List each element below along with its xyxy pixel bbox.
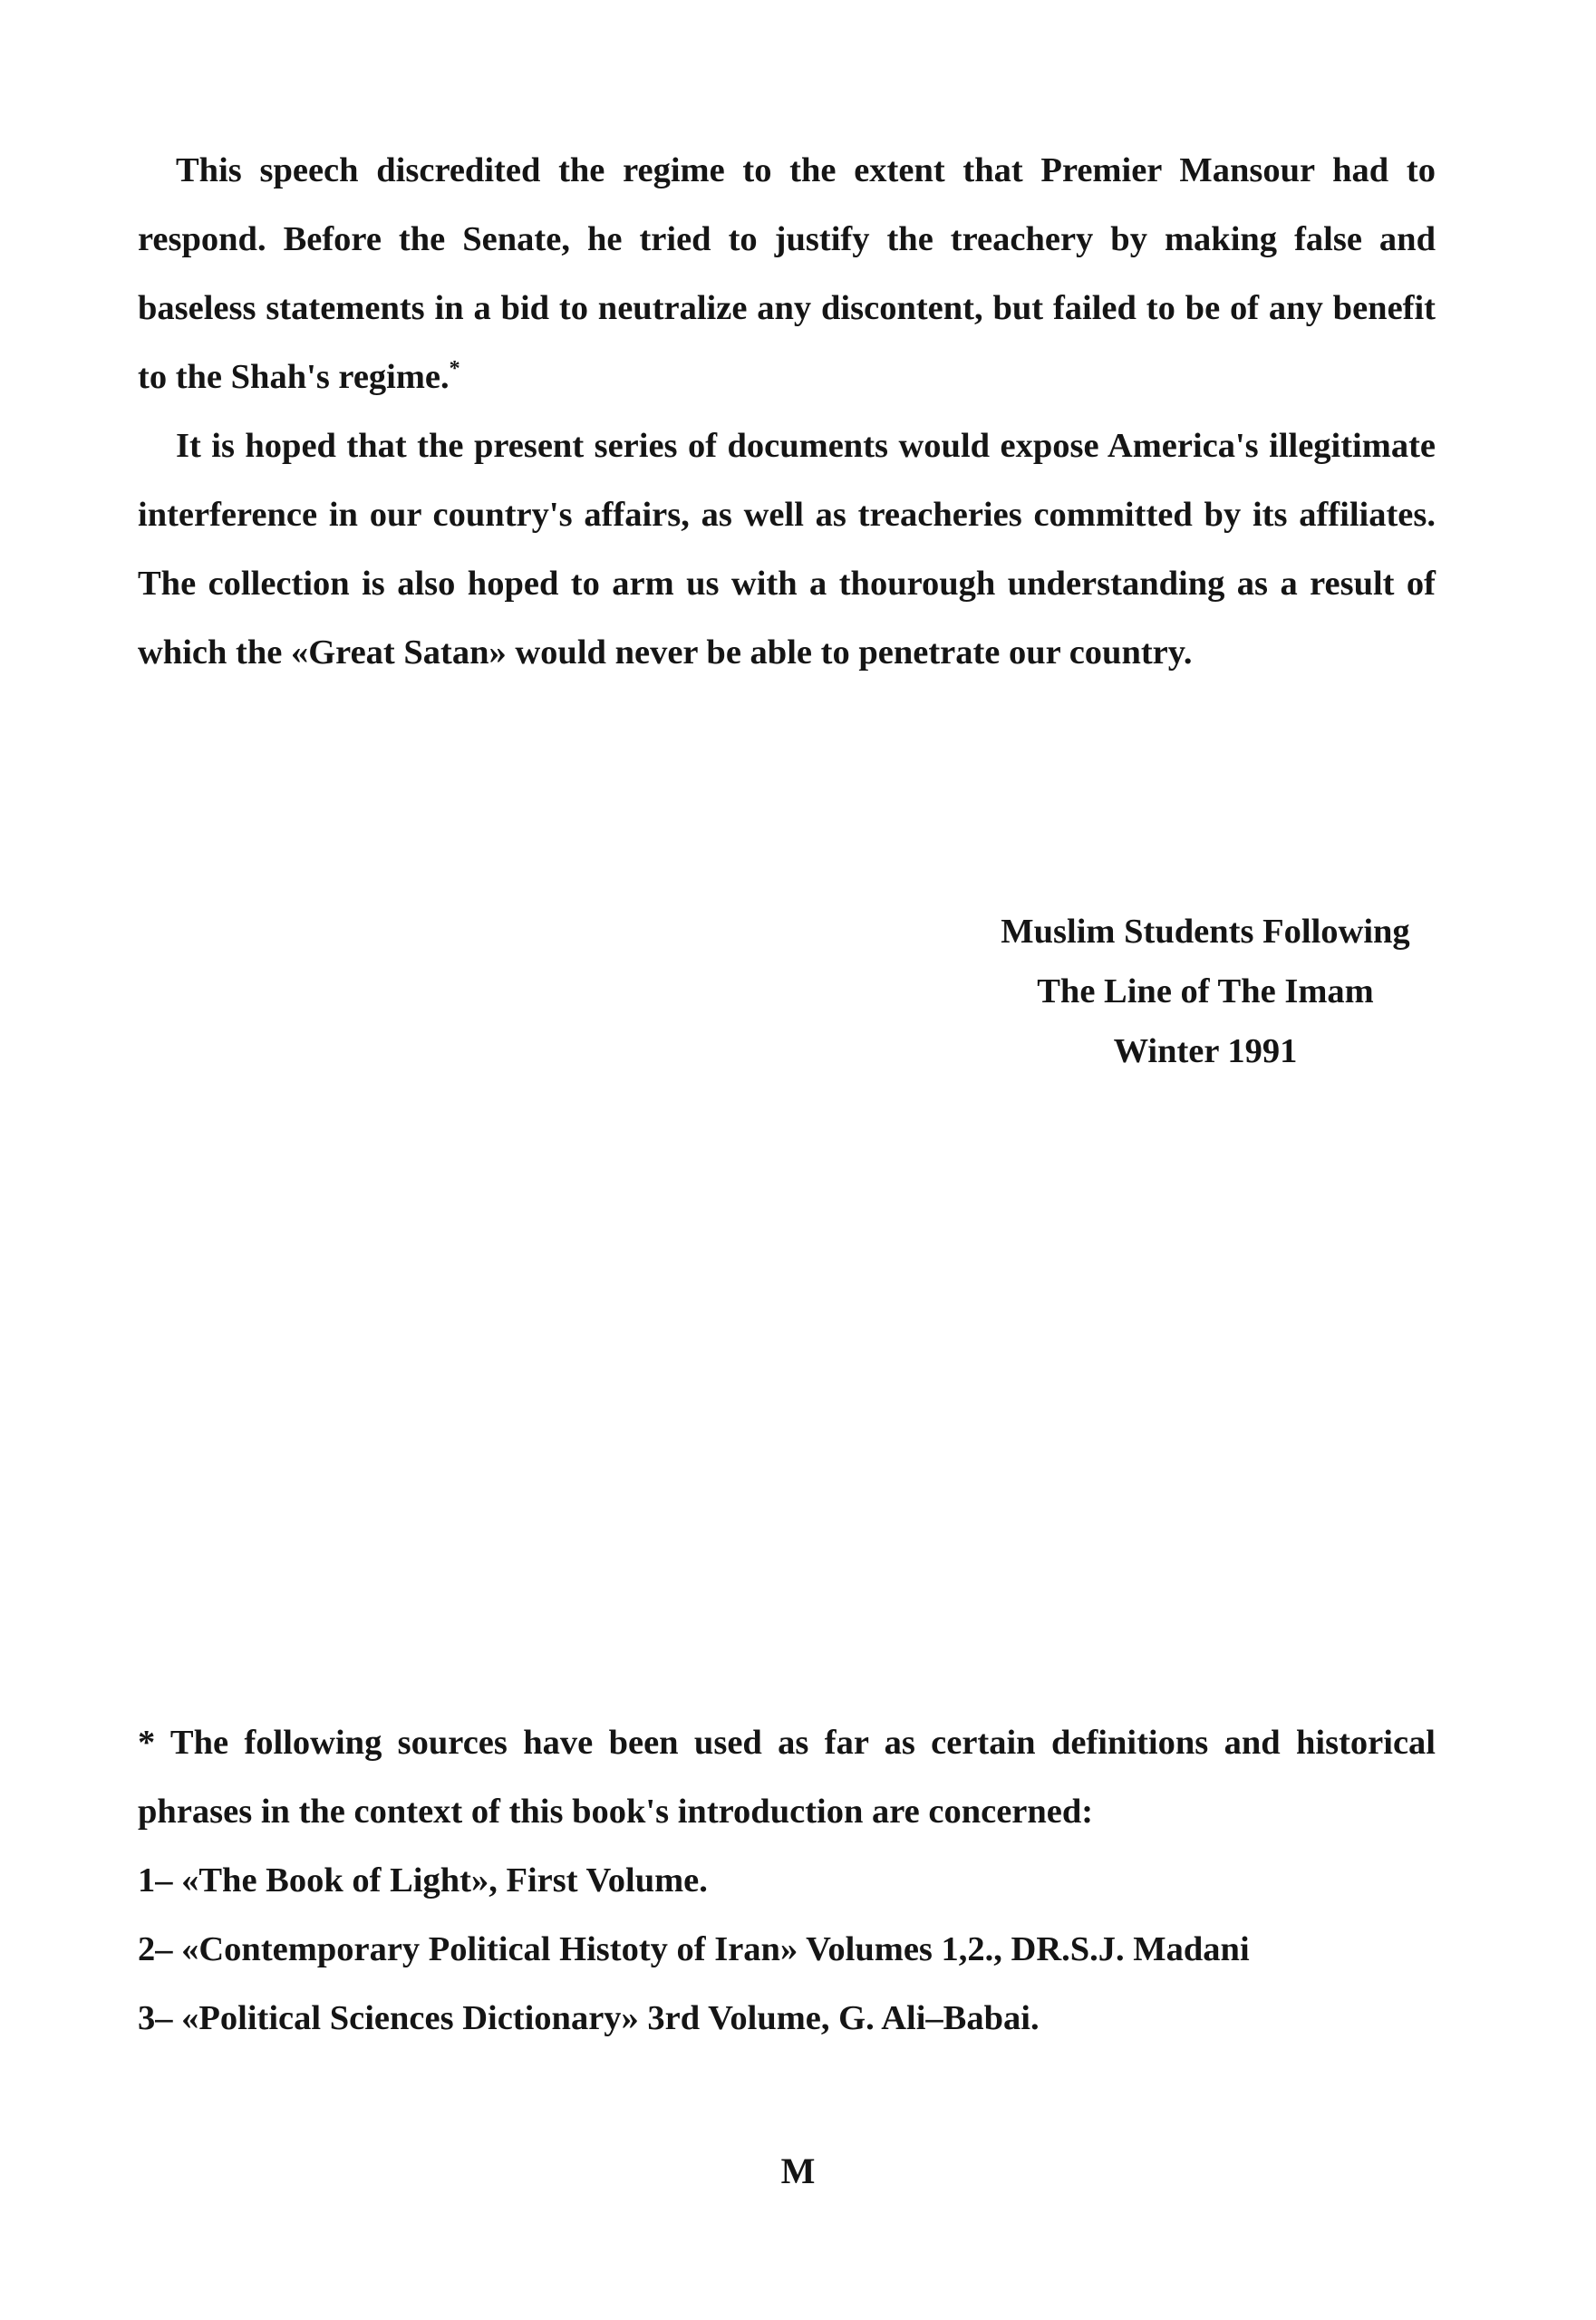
signature-line: The Line of The Imam bbox=[1037, 972, 1374, 1010]
page-number: M bbox=[780, 2151, 816, 2191]
footnote-intro: * The following sources have been used as far as certain definitions and historical phrases in the context of this book's introduction are concerned: bbox=[138, 1724, 1436, 1831]
body-text bbox=[138, 136, 1436, 687]
footnotes bbox=[138, 1708, 1436, 2053]
paragraph bbox=[138, 411, 1436, 687]
paragraph bbox=[138, 136, 1436, 411]
paragraph-text: It is hoped that the present series of documents would expose America's illegitimate interference in our country's affairs, as well as treacheries committed by its affiliates. The collection is also hoped to arm us with a thourough understanding as a result of which the «Great Satan» would never be able to penetrate our country. bbox=[138, 427, 1436, 672]
paragraph-text: This speech discredited the regime to the extent that Premier Mansour had to respond. Before the Senate, he tried to justify the treachery by making false and baseless statements in a bid to neutralize any discontent, but failed to be of any benefit to the Shah's regime. bbox=[138, 151, 1436, 396]
signature-block bbox=[961, 902, 1450, 1081]
footnote-source: 1– «The Book of Light», First Volume. bbox=[138, 1861, 708, 1900]
signature-date: Winter 1991 bbox=[1113, 1032, 1298, 1070]
footnote-marker: * bbox=[449, 357, 460, 382]
footnote-source: 2– «Contemporary Political Histoty of Iran» Volumes 1,2., DR.S.J. Madani bbox=[138, 1930, 1250, 1968]
footnote-source: 3– «Political Sciences Dictionary» 3rd Volume, G. Ali–Babai. bbox=[138, 1999, 1040, 2037]
signature-line: Muslim Students Following bbox=[1001, 913, 1410, 951]
